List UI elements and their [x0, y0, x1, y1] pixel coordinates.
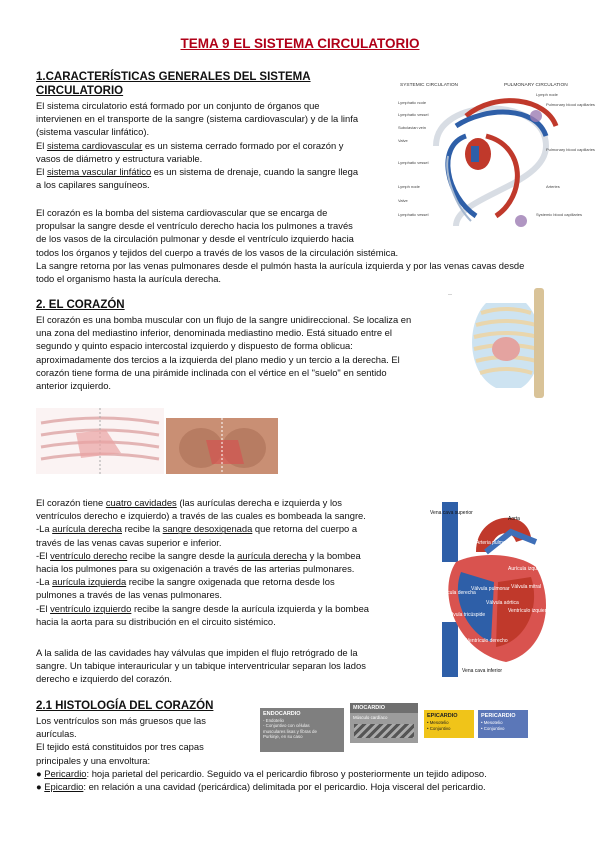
svg-text:Lymphatic vessel: Lymphatic vessel [398, 160, 429, 165]
svg-text:Aorta: Aorta [508, 516, 520, 522]
section-1-intro: El sistema circulatorio está formado por un conjunto de órganos que intervienen en el transporte de la sangre (sistema cardiovascular) y de la linfa (sistema vascular linfático). El sistema cardiovascular es un sistema cerrado formado por el corazón y vasos de diámetro y estructura variable. El sistema vascular linfático es un sistema de drenaje, cuando la sangre llega a los capilares sanguíneos. [36, 100, 359, 191]
svg-text:Ventrículo derecho: Ventrículo derecho [466, 638, 508, 644]
miocardio-card: MIOCARDIO Músculo cardíaco [350, 703, 418, 743]
svg-text:Lymphatic vessel: Lymphatic vessel [398, 212, 429, 217]
layers-list [36, 767, 576, 793]
circulation-diagram [396, 76, 595, 232]
endocardio-card: ENDOCARDIO - Endotelio - Conjuntivo con células musculares lisas y fibras de Purkinje, en su caso [260, 708, 344, 752]
heart-projection-diagram [36, 408, 164, 474]
histology-paragraph: Los ventrículos son más gruesos que las aurículas. El tejido está constituidos por tres capas principales y una envoltura: [36, 715, 206, 766]
list-item: ● Epicardio: en relación a una cavidad (pericárdica) delimitada por el pericardio. Hoja visceral del pericardio. [36, 781, 486, 793]
pulmonary-label: PULMONARY CIRCULATION [504, 83, 568, 88]
svg-text:Aurícula derecha: Aurícula derecha [438, 590, 476, 596]
pericardio-card: PERICARDIO • Mesotelio • Conjuntivo [478, 710, 528, 738]
svg-text:Lymphatic vessel: Lymphatic vessel [398, 112, 429, 117]
svg-text:Ventrículo izquierdo: Ventrículo izquierdo [508, 608, 552, 614]
section-2-1-heading: 2.1 HISTOLOGÍA DEL CORAZÓN [36, 700, 214, 712]
section-2-heading: 2. EL CORAZÓN [36, 299, 125, 311]
svg-text:Subclavian vein: Subclavian vein [398, 125, 427, 130]
svg-text:Pulmonary blood capillaries: Pulmonary blood capillaries [546, 102, 595, 107]
svg-text:Válvula pulmonar: Válvula pulmonar [471, 586, 510, 592]
svg-text:Válvula mitral: Válvula mitral [511, 584, 542, 590]
systemic-label: SYSTEMIC CIRCULATION [400, 83, 459, 88]
svg-text:—: — [448, 291, 452, 296]
epicardio-card: EPICARDIO • Mesotelio • Conjuntivo [424, 710, 474, 738]
section-1-paragraph-2: El corazón es la bomba del sistema cardiovascular que se encarga de propulsar la sangre desde el ventrículo derecho hacia los pulmones a través de los vasos de la circulación pulmonar y desde el ventrículo izquierdo hacia todos los órganos y tejidos del cuerpo a través de los vasos de la circulación sistémica. La sangre retorna por las venas pulmonares desde el pulmón hasta la aurícula izquierda y por las venas cavas desde todo el organismo hasta la aurícula derecha. [36, 207, 525, 285]
heart-anatomy-diagram [416, 492, 564, 682]
svg-text:Pulmonary blood capillaries: Pulmonary blood capillaries [546, 147, 595, 152]
section-1-heading-cont: CIRCULATORIO [36, 85, 124, 97]
svg-text:Lymphatic node: Lymphatic node [398, 100, 427, 105]
valves-paragraph: A la salida de las cavidades hay válvulas que impiden el flujo retrógrado de la sangre. Un tabique interauricular y un tabique interventricular separan los lados derecho e izquierdo del corazón. [36, 647, 366, 685]
page-title: TEMA 9 EL SISTEMA CIRCULATORIO [180, 36, 420, 51]
svg-text:Válvula tricúspide: Válvula tricúspide [446, 612, 486, 618]
svg-text:Valve: Valve [398, 198, 408, 203]
ribcage-illustration [446, 283, 566, 401]
svg-text:Arteries: Arteries [546, 184, 560, 189]
cavities-paragraph: El corazón tiene cuatro cavidades (las aurículas derecha e izquierda y los ventrículos derecho e izquierdo) a través de las cuales es bombeada la sangre. -La aurícula derecha recibe la sangre desoxigenada que retorna del cuerpo a través de las venas cavas superior e inferior. -El ventrículo derecho recibe la sangre desde la aurícula derecha y la bombea hacia los pulmones para su oxigenación a través de las arterias pulmonares. -La aurícula izquierda recibe la sangre oxigenada que retorna desde los pulmones a través de las venas pulmonares. -El ventrículo izquierdo recibe la sangre desde la aurícula izquierda y la bombea hacia la aorta para su distribución en el circuito sistémico. [36, 497, 370, 627]
svg-text:Lymph node: Lymph node [536, 92, 558, 97]
svg-text:Valve: Valve [398, 138, 408, 143]
svg-text:Systemic blood capillaries: Systemic blood capillaries [536, 212, 583, 217]
section-1-heading: 1.CARACTERÍSTICAS GENERALES DEL SISTEMA [36, 71, 311, 83]
svg-text:Lymph node: Lymph node [398, 184, 420, 189]
chest-photo [166, 418, 278, 474]
svg-text:Aurícula izquierda: Aurícula izquierda [508, 566, 549, 572]
svg-text:Arteria pulmonar: Arteria pulmonar [476, 540, 513, 546]
svg-text:Vena cava inferior: Vena cava inferior [462, 668, 503, 674]
svg-text:Válvula aórtica: Válvula aórtica [486, 600, 519, 606]
list-item: ● Pericardio: hoja parietal del pericardio. Seguido va el pericardio fibroso y posteriormente un tejido adiposo. [36, 768, 487, 779]
svg-text:Vena cava superior: Vena cava superior [430, 510, 473, 516]
section-2-paragraph: El corazón es una bomba muscular con un flujo de la sangre unidireccional. Se localiza en una zona del mediastino inferior, denominada mediastino medio. Está situado entre el segundo y quinto espacio intercostal izquierdo y dispuesto de forma oblicua: aproximadamente dos tercios a la izquierda del plano medio y un tercio a la derecha. El corazón tiene forma de una pirámide inclinada con el vértice en el "suelo" en sentido anterior izquierdo. [36, 314, 412, 392]
